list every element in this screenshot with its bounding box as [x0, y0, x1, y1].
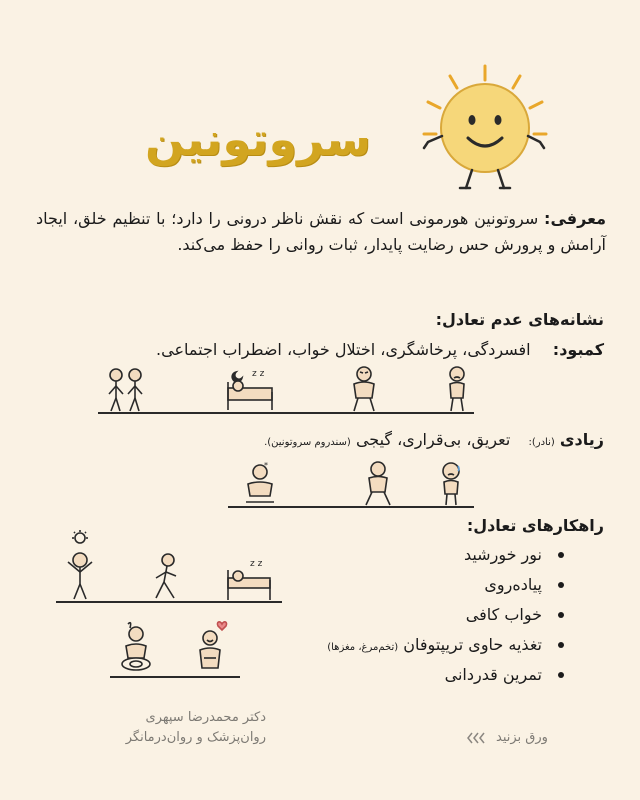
author-credit: [36, 708, 266, 748]
angry-figure-icon: [346, 364, 382, 412]
isolated-figures-icon: [104, 366, 148, 412]
strategies-ground-line-1: [56, 601, 282, 603]
sweating-figure-icon: [436, 460, 466, 506]
sleeping-bed-icon: [224, 556, 274, 600]
intro-text: سروتونین هورمونی است که نقش ناظر درونی را دارد؛ با تنظیم خلق، ایجاد آرامش و پرورش حس رضایت پایدار، ثبات روانی را حفظ می‌کند.: [36, 209, 606, 254]
deficit-text: افسردگی، پرخاشگری، اختلال خواب، اضطراب اجتماعی.: [156, 340, 531, 359]
list-item: خواب کافی: [327, 600, 564, 630]
sleepless-bed-icon: [224, 364, 276, 412]
dizzy-figure-icon: [240, 460, 280, 506]
author-name: دکتر محمدرضا سپهری: [145, 710, 266, 725]
deficit-line: [156, 340, 604, 359]
list-item: تغذیه حاوی تریپتوفان (تخم‌مرغ، مغزها): [327, 630, 564, 660]
author-role: روان‌پزشک و روان‌درمانگر: [125, 730, 266, 745]
list-item: تمرین قدردانی: [327, 660, 564, 690]
page-title: سروتونین: [144, 112, 371, 166]
deficit-label: کمبود:: [552, 340, 604, 359]
swipe-label: ورق بزنید: [496, 730, 548, 745]
walking-figure-icon: [148, 552, 184, 600]
excess-ground-line: [228, 506, 474, 508]
svg-text:z z: z z: [252, 369, 265, 379]
svg-text:z z: z z: [250, 559, 263, 569]
imbalance-heading: نشانه‌های عدم تعادل:: [435, 310, 604, 329]
deficit-ground-line: [98, 412, 474, 414]
intro-paragraph: [36, 206, 606, 258]
list-item: پیاده‌روی: [327, 570, 564, 600]
restless-figure-icon: [360, 460, 396, 506]
sad-figure-icon: [442, 364, 472, 412]
excess-label: زیادی: [559, 430, 604, 449]
swipe-hint[interactable]: [466, 730, 548, 745]
gratitude-figure-icon: [192, 618, 232, 676]
excess-line: [264, 430, 604, 449]
strategies-list: [327, 540, 564, 690]
excess-note: (نادر):: [528, 437, 555, 448]
intro-label: معرفی:: [544, 209, 606, 228]
list-item: نور خورشید: [327, 540, 564, 570]
smiling-sun-icon: [420, 62, 550, 192]
eating-figure-icon: [116, 618, 156, 676]
strategies-ground-line-2: [110, 676, 240, 678]
excess-small: (سندروم سروتونین).: [264, 437, 351, 448]
sun-figure-icon: [60, 530, 100, 600]
excess-text: تعریق، بی‌قراری، گیجی: [355, 430, 511, 449]
svg-text:*: *: [264, 461, 268, 470]
strategies-heading: راهکارهای تعادل:: [466, 516, 604, 535]
triple-chevron-left-icon: [466, 731, 490, 745]
